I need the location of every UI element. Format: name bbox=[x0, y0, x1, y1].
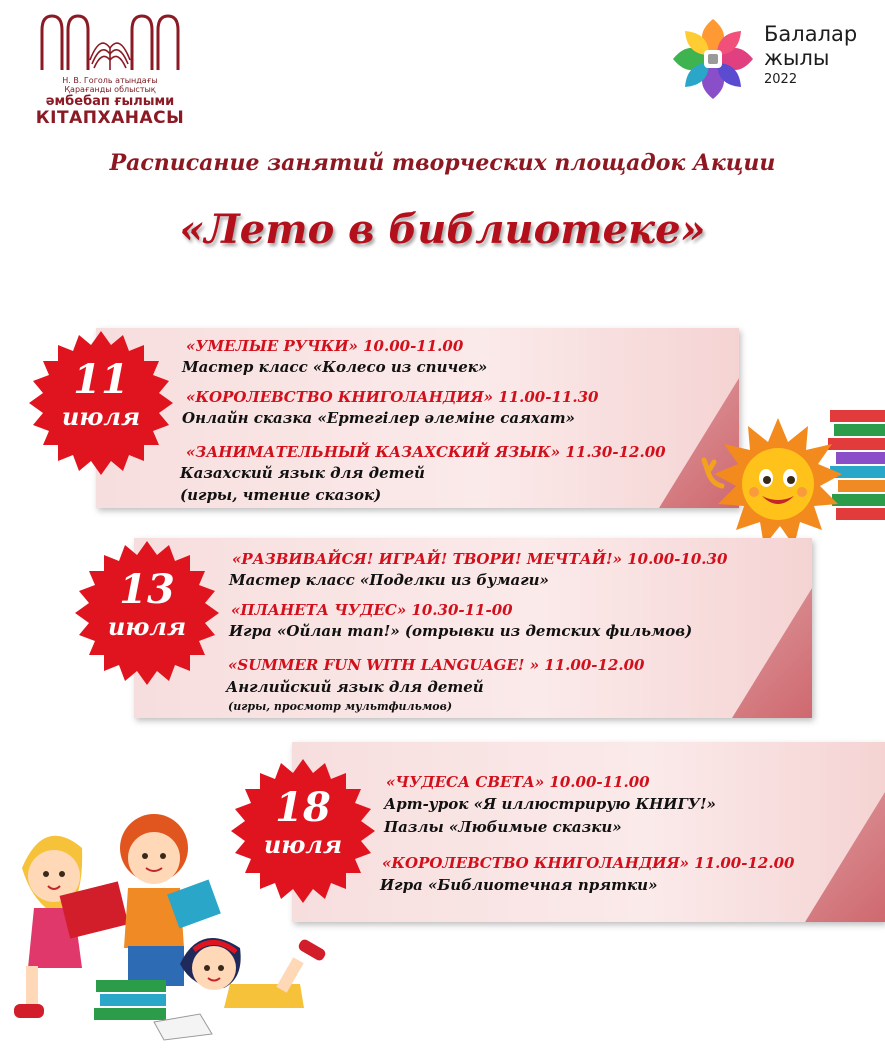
event-desc: Мастер класс «Поделки из бумаги» bbox=[229, 571, 549, 589]
library-logo-line4: КІТАПХАНАСЫ bbox=[35, 108, 185, 128]
library-logo-line3: әмбебап ғылыми bbox=[45, 94, 175, 109]
date-day: 13 bbox=[119, 566, 175, 613]
date-day: 18 bbox=[275, 784, 331, 831]
date-day: 11 bbox=[73, 356, 129, 403]
open-book-arches-icon bbox=[38, 10, 182, 72]
date-month: июля bbox=[61, 402, 141, 431]
page-curl-shadow bbox=[732, 588, 812, 718]
library-logo-line1: Н. В. Гоголь атындағы bbox=[62, 76, 158, 85]
year-logo-line2: жылы bbox=[764, 46, 830, 70]
event-title: «КОРОЛЕВСТВО КНИГОЛАНДИЯ» 11.00-12.00 bbox=[382, 854, 795, 872]
event-title: «ЧУДЕСА СВЕТА» 10.00-11.00 bbox=[386, 773, 650, 791]
year-logo bbox=[668, 14, 868, 104]
event-title: «РАЗВИВАЙСЯ! ИГРАЙ! ТВОРИ! МЕЧТАЙ!» 10.00-10.30 bbox=[232, 550, 728, 568]
sun-and-books-illustration bbox=[700, 402, 885, 552]
smiling-sun-icon bbox=[714, 418, 842, 546]
library-logo bbox=[30, 10, 190, 130]
event-desc: Онлайн сказка «Ертегілер әлеміне саяхат» bbox=[182, 409, 575, 427]
year-logo-line3: 2022 bbox=[764, 72, 798, 87]
date-badge-11 bbox=[26, 328, 176, 478]
event-desc: Игра «Ойлан тап!» (отрывки из детских фильмов) bbox=[229, 622, 693, 640]
page-curl-shadow bbox=[805, 792, 885, 922]
flower-logo-icon bbox=[668, 14, 758, 104]
event-title: «ПЛАНЕТА ЧУДЕС» 10.30-11-00 bbox=[231, 601, 513, 619]
date-badge-13 bbox=[72, 538, 222, 688]
event-desc-extra: (игры, чтение сказок) bbox=[180, 486, 382, 504]
event-desc: Арт-урок «Я иллюстрирую КНИГУ!» bbox=[384, 795, 716, 813]
event-desc: Игра «Библиотечная прятки» bbox=[380, 876, 658, 894]
event-desc: Казахский язык для детей bbox=[180, 464, 425, 482]
date-month: июля bbox=[263, 830, 343, 859]
date-month: июля bbox=[107, 612, 187, 641]
event-desc: Мастер класс «Колесо из спичек» bbox=[182, 358, 488, 376]
library-logo-line2: Қарағанды облыстық bbox=[64, 85, 156, 94]
event-title: «КОРОЛЕВСТВО КНИГОЛАНДИЯ» 11.00-11.30 bbox=[186, 388, 599, 406]
page-title: «Лето в библиотеке» bbox=[179, 206, 706, 253]
book-stack-icon bbox=[94, 980, 166, 1020]
event-desc: Английский язык для детей bbox=[226, 678, 484, 696]
event-note: (игры, просмотр мультфильмов) bbox=[228, 700, 453, 713]
event-title: «SUMMER FUN WITH LANGUAGE! » 11.00-12.00 bbox=[228, 656, 645, 674]
event-desc-extra: Пазлы «Любимые сказки» bbox=[384, 818, 622, 836]
event-title: «ЗАНИМАТЕЛЬНЫЙ КАЗАХСКИЙ ЯЗЫК» 11.30-12.00 bbox=[186, 443, 666, 461]
page-subtitle: Расписание занятий творческих площадок Акции bbox=[109, 150, 776, 176]
reading-children-illustration bbox=[4, 808, 334, 1048]
year-logo-line1: Балалар bbox=[764, 22, 858, 46]
event-title: «УМЕЛЫЕ РУЧКИ» 10.00-11.00 bbox=[186, 337, 464, 355]
